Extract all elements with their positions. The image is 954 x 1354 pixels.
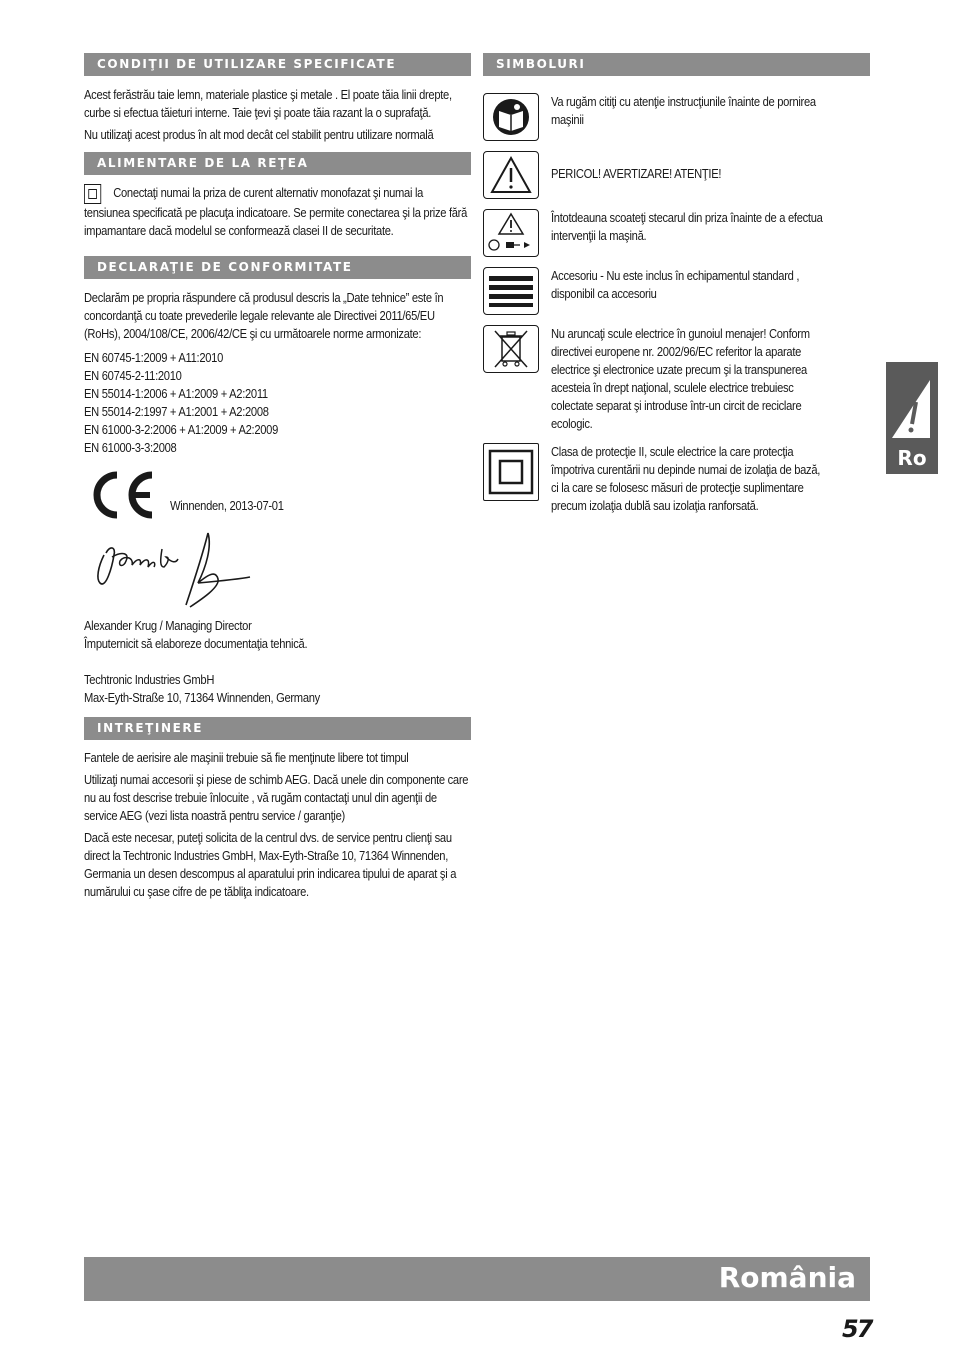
declaration-text	[84, 289, 470, 457]
maintenance-paragraph-2: Utilizaţi numai accesorii şi piese de schimb AEG. Dacă unele din componente care nu au fost descrise trebuie înlocuite , vă rugăm contactaţi unul din agenţii de service AEG (vezi lista noastră pentru service / garanţie)	[84, 772, 469, 823]
standards-list	[84, 349, 470, 457]
maintenance-paragraph-3: Dacă este necesar, puteţi solicita de la centrul dvs. de service pentru clienţi sau direct la Techtronic Industries GmbH, Max-Eyth-Straße 10, 71364 Winnenden, Germania un desen descompus al aparatului prin indicarea tipului de aparat şi a numărului cu şase cifre de pe tăbliţa indicatoare.	[84, 830, 457, 899]
class-ii-icon	[84, 184, 101, 204]
conditions-paragraph-1: Acest ferăstrău taie lemn, materiale plastice şi metale . El poate tăia linii drepte, curbe si efectua tăieturi interne. Taie ţevi şi poate tăia razant la o suprafaţă.	[84, 87, 452, 120]
warning-triangle-icon	[483, 151, 539, 199]
power-paragraph: Conectaţi numai la priza de curent alternativ monofazat şi numai la tensiunea specificată pe placuţa indicatoare. Se permite conectarea şi la prize fără impamantare dacă modelul se conformează clasei II de securitate.	[84, 185, 468, 238]
symbol-text: Nu aruncaţi scule electrice în gunoiul menajer! Conform directivei europene nr. 2002/96/EC referitor la aparate electrice şi electronice uzate precum şi la transpunerea acesteia în drept naţional, sculele electrice trebuiesc colectate separat şi introduse într-un circit de reciclare ecologic.	[551, 326, 810, 431]
right-column	[483, 53, 870, 525]
standard-item: EN 55014-1:2006 + A1:2009 + A2:2011	[84, 386, 268, 401]
symbol-row	[483, 151, 870, 199]
signature-image	[90, 527, 260, 613]
declaration-heading: DECLARAŢIE DE CONFORMITATE	[84, 256, 471, 279]
company-address: Max-Eyth-Straße 10, 71364 Winnenden, Germany	[84, 690, 320, 705]
standard-item: EN 60745-1:2009 + A11:2010	[84, 350, 223, 365]
symbols-heading: SIMBOLURI	[483, 53, 870, 76]
symbol-row	[483, 267, 870, 315]
ce-mark-icon	[86, 471, 156, 519]
warning-triangle-icon	[886, 362, 938, 442]
footer-language: România	[718, 1261, 856, 1294]
accessory-blades-icon	[483, 267, 539, 315]
unplug-warning-icon	[483, 209, 539, 257]
ce-block	[84, 471, 471, 523]
symbol-text: PERICOL! AVERTIZARE! ATENŢIE!	[551, 166, 722, 181]
symbol-row	[483, 209, 870, 257]
signer-name: Alexander Krug / Managing Director	[84, 618, 252, 633]
power-heading: ALIMENTARE DE LA REŢEA	[84, 152, 471, 175]
authorized-text: Împuternicit să elaboreze documentaţia tehnică.	[84, 636, 308, 651]
weee-bin-icon	[483, 325, 539, 373]
maintenance-heading: INTREŢINERE	[84, 717, 471, 740]
maintenance-paragraph-1: Fantele de aerisire ale maşinii trebuie să fie menţinute libere tot timpul	[84, 750, 409, 765]
signer-block	[84, 617, 470, 707]
symbol-text: Întotdeauna scoateţi stecarul din priza înainte de a efectua intervenţii la maşină.	[551, 210, 823, 243]
side-tab-label: Ro	[897, 446, 927, 470]
declaration-paragraph: Declarăm pe propria răspundere că produsul descris la „Date tehnice” este în concordanţă cu toate prevederile legale relevante ale Directivei 2011/65/EU (RoHs), 2004/108/CE, 2006/42/CE şi cu următoarele norme armonizate:	[84, 290, 444, 341]
standard-item: EN 61000-3-3:2008	[84, 440, 177, 455]
symbol-text: Va rugăm citiţi cu atenţie instrucţiunile înainte de pornirea maşinii	[551, 94, 816, 127]
company-name: Techtronic Industries GmbH	[84, 672, 215, 687]
place-date: Winnenden, 2013-07-01	[170, 498, 284, 513]
left-column	[84, 53, 471, 901]
footer-bar	[84, 1257, 870, 1301]
symbol-text: Clasa de protecţie II, scule electrice la care protecţia împotriva curentării nu depinde numai de izolaţia de bază, ci la care se folosesc măsuri de protecţie suplimentare precum izolaţia dublă sau izolaţia ranforsată.	[551, 444, 821, 513]
conditions-text	[84, 86, 470, 144]
conditions-paragraph-2: Nu utilizaţi acest produs în alt mod decât cel stabilit pentru utilizare normală	[84, 127, 434, 142]
standard-item: EN 55014-2:1997 + A1:2001 + A2:2008	[84, 404, 269, 419]
symbol-row	[483, 325, 870, 433]
standard-item: EN 61000-3-2:2006 + A1:2009 + A2:2009	[84, 422, 279, 437]
conditions-heading: CONDIŢII DE UTILIZARE SPECIFICATE	[84, 53, 471, 76]
standard-item: EN 60745-2-11:2010	[84, 368, 182, 383]
symbol-row	[483, 93, 870, 141]
symbol-row	[483, 443, 870, 515]
symbol-text: Accesoriu - Nu este inclus în echipamentul standard , disponibil ca accesoriu	[551, 268, 800, 301]
power-text	[84, 184, 470, 240]
language-side-tab	[886, 362, 938, 474]
class-ii-icon	[483, 443, 539, 501]
maintenance-text	[84, 749, 470, 901]
read-manual-icon	[483, 93, 539, 141]
page-number: 57	[842, 1315, 872, 1343]
